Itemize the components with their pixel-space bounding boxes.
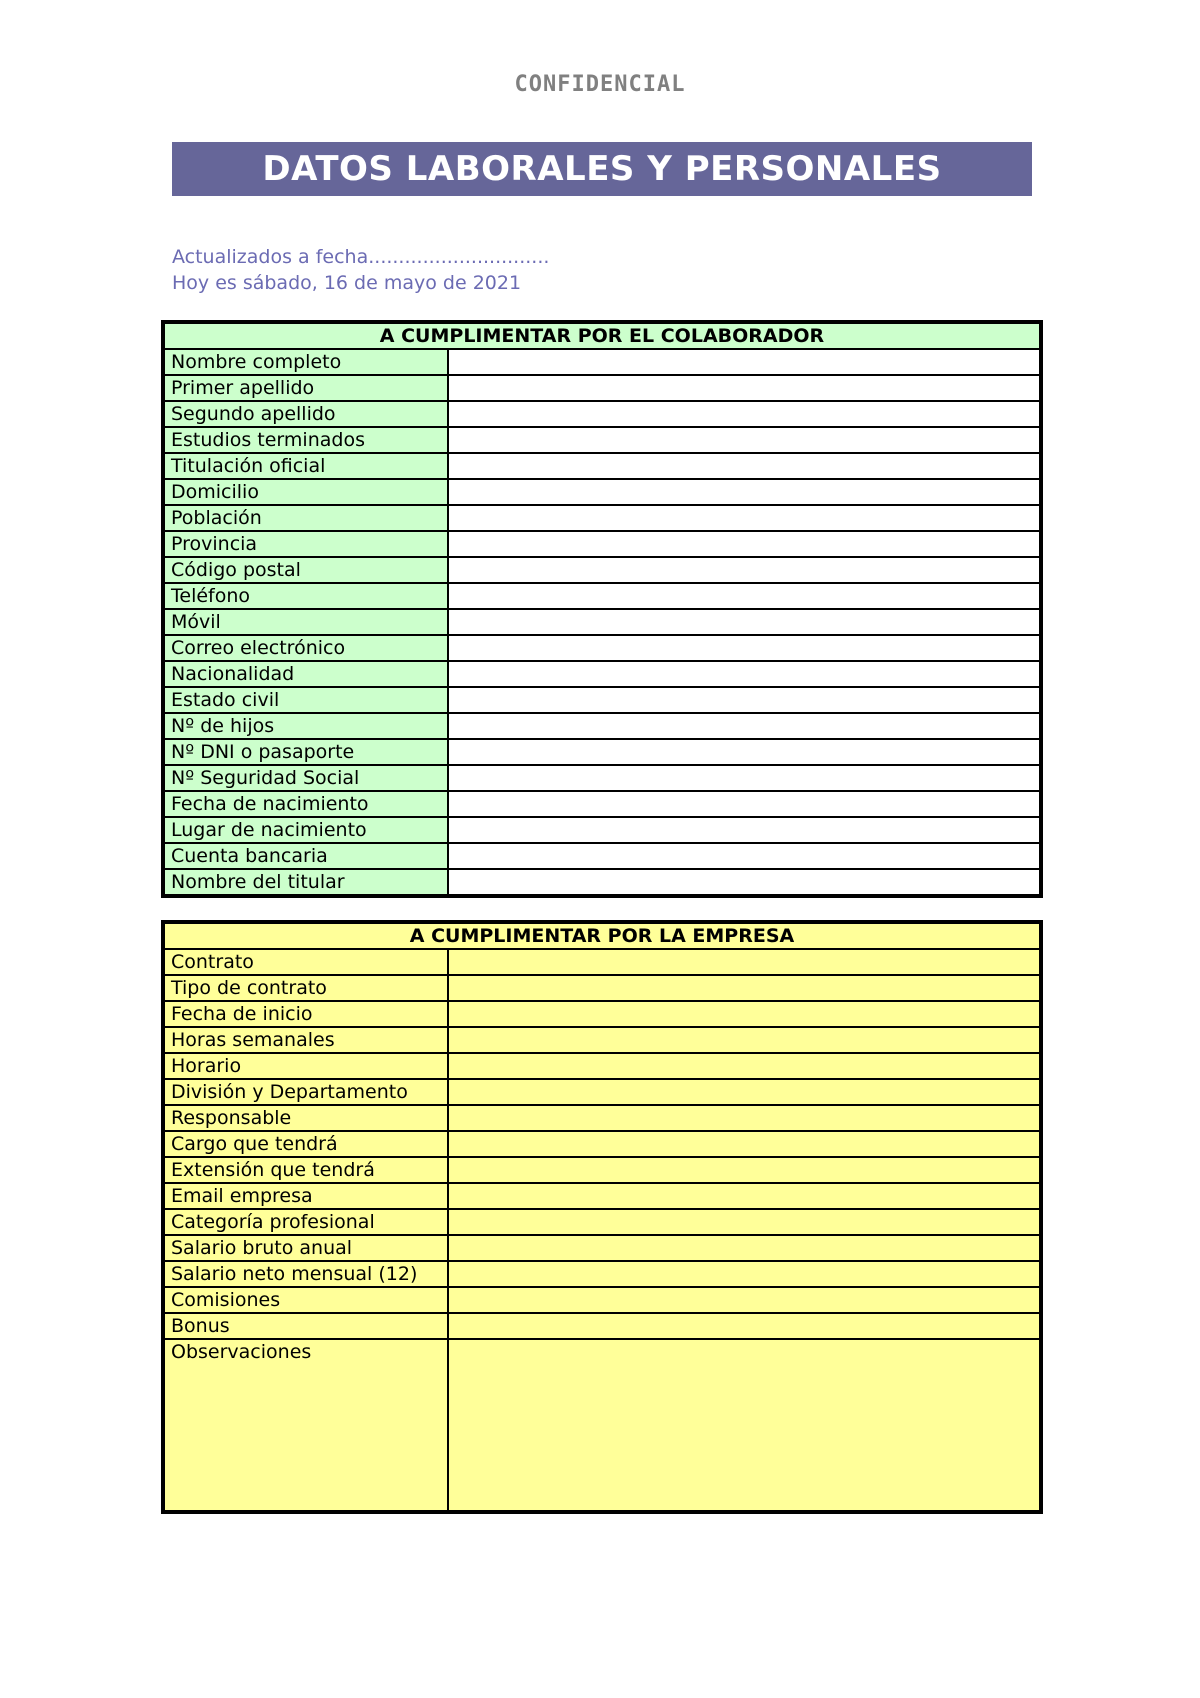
form-row: [165, 1314, 1039, 1340]
field-value-cell[interactable]: [449, 1158, 1039, 1182]
field-value-cell[interactable]: [449, 584, 1039, 608]
field-value-cell[interactable]: [449, 740, 1039, 764]
form-row: [165, 1236, 1039, 1262]
field-value-cell[interactable]: [449, 792, 1039, 816]
field-label: Provincia: [165, 532, 449, 556]
form-row: [165, 976, 1039, 1002]
field-value-cell[interactable]: [449, 506, 1039, 530]
field-label: Fecha de inicio: [165, 1002, 449, 1026]
field-label: Estudios terminados: [165, 428, 449, 452]
field-value-cell[interactable]: [449, 636, 1039, 660]
field-label: Horario: [165, 1054, 449, 1078]
page-title: DATOS LABORALES Y PERSONALES: [262, 149, 942, 189]
field-label: Extensión que tendrá: [165, 1158, 449, 1182]
field-value-cell[interactable]: [449, 1106, 1039, 1130]
form-row: [165, 402, 1039, 428]
field-label: Email empresa: [165, 1184, 449, 1208]
form-row: [165, 688, 1039, 714]
form-row: [165, 1184, 1039, 1210]
field-value-cell[interactable]: [449, 1132, 1039, 1156]
form-row: [165, 1132, 1039, 1158]
form-row: [165, 480, 1039, 506]
field-value-cell[interactable]: [449, 480, 1039, 504]
field-label: Tipo de contrato: [165, 976, 449, 1000]
field-label: Nº DNI o pasaporte: [165, 740, 449, 764]
field-value-cell[interactable]: [449, 454, 1039, 478]
field-label: Segundo apellido: [165, 402, 449, 426]
field-label: Responsable: [165, 1106, 449, 1130]
form-row: [165, 1106, 1039, 1132]
field-label: Bonus: [165, 1314, 449, 1338]
field-label: Horas semanales: [165, 1028, 449, 1052]
form-row: [165, 1210, 1039, 1236]
field-label: Nombre del titular: [165, 870, 449, 894]
field-value-cell[interactable]: [449, 1288, 1039, 1312]
field-value-cell[interactable]: [449, 766, 1039, 790]
form-row: [165, 428, 1039, 454]
form-row: [165, 1288, 1039, 1314]
field-label: Cuenta bancaria: [165, 844, 449, 868]
field-value-cell[interactable]: [449, 558, 1039, 582]
form-row: [165, 558, 1039, 584]
field-label: Contrato: [165, 950, 449, 974]
form-row: [165, 506, 1039, 532]
form-row: [165, 532, 1039, 558]
field-value-cell[interactable]: [449, 1002, 1039, 1026]
form-row: [165, 1262, 1039, 1288]
field-value-cell[interactable]: [449, 376, 1039, 400]
field-label: Comisiones: [165, 1288, 449, 1312]
field-label: Teléfono: [165, 584, 449, 608]
field-value-cell[interactable]: [449, 1080, 1039, 1104]
field-value-cell[interactable]: [449, 714, 1039, 738]
company-section-heading: A CUMPLIMENTAR POR LA EMPRESA: [165, 924, 1039, 950]
field-label: Observaciones: [165, 1340, 449, 1510]
form-row: [165, 1340, 1039, 1510]
form-row: [165, 662, 1039, 688]
field-label: Nº de hijos: [165, 714, 449, 738]
form-row: [165, 792, 1039, 818]
title-banner: [172, 142, 1032, 196]
field-value-cell[interactable]: [449, 1236, 1039, 1260]
field-value-cell[interactable]: [449, 1028, 1039, 1052]
field-label: Fecha de nacimiento: [165, 792, 449, 816]
form-row: [165, 1002, 1039, 1028]
field-value-cell[interactable]: [449, 1184, 1039, 1208]
field-value-cell[interactable]: [449, 662, 1039, 686]
form-row: [165, 844, 1039, 870]
form-row: [165, 584, 1039, 610]
form-row: [165, 766, 1039, 792]
field-value-cell[interactable]: [449, 688, 1039, 712]
field-value-cell[interactable]: [449, 818, 1039, 842]
form-row: [165, 1028, 1039, 1054]
company-section-table: [161, 920, 1043, 1514]
employee-rows: [165, 350, 1039, 894]
form-row: [165, 950, 1039, 976]
field-label: Nacionalidad: [165, 662, 449, 686]
form-row: [165, 714, 1039, 740]
field-value-cell[interactable]: [449, 1340, 1039, 1510]
form-row: [165, 1080, 1039, 1106]
field-label: Categoría profesional: [165, 1210, 449, 1234]
field-label: Nombre completo: [165, 350, 449, 374]
field-label: Domicilio: [165, 480, 449, 504]
form-row: [165, 636, 1039, 662]
employee-section-heading: A CUMPLIMENTAR POR EL COLABORADOR: [165, 324, 1039, 350]
field-label: Correo electrónico: [165, 636, 449, 660]
field-label: Código postal: [165, 558, 449, 582]
form-row: [165, 818, 1039, 844]
field-value-cell[interactable]: [449, 844, 1039, 868]
form-row: [165, 454, 1039, 480]
field-label: Cargo que tendrá: [165, 1132, 449, 1156]
field-value-cell[interactable]: [449, 870, 1039, 894]
field-value-cell[interactable]: [449, 1054, 1039, 1078]
field-label: Móvil: [165, 610, 449, 634]
form-row: [165, 610, 1039, 636]
field-label: Titulación oficial: [165, 454, 449, 478]
field-label: Salario neto mensual (12): [165, 1262, 449, 1286]
field-value-cell[interactable]: [449, 1314, 1039, 1338]
field-value-cell[interactable]: [449, 950, 1039, 974]
company-rows: [165, 950, 1039, 1510]
form-row: [165, 1158, 1039, 1184]
form-row: [165, 1054, 1039, 1080]
field-value-cell[interactable]: [449, 402, 1039, 426]
field-label: Salario bruto anual: [165, 1236, 449, 1260]
form-row: [165, 870, 1039, 894]
form-row: [165, 376, 1039, 402]
field-value-cell[interactable]: [449, 350, 1039, 374]
form-row: [165, 740, 1039, 766]
field-value-cell[interactable]: [449, 1262, 1039, 1286]
field-label: Primer apellido: [165, 376, 449, 400]
updated-date-line: Actualizados a fecha..............................: [172, 246, 550, 268]
field-label: Estado civil: [165, 688, 449, 712]
field-value-cell[interactable]: [449, 976, 1039, 1000]
field-label: Nº Seguridad Social: [165, 766, 449, 790]
field-label: División y Departamento: [165, 1080, 449, 1104]
field-value-cell[interactable]: [449, 532, 1039, 556]
field-value-cell[interactable]: [449, 1210, 1039, 1234]
field-value-cell[interactable]: [449, 610, 1039, 634]
field-label: Lugar de nacimiento: [165, 818, 449, 842]
form-row: [165, 350, 1039, 376]
field-value-cell[interactable]: [449, 428, 1039, 452]
date-block: [172, 244, 549, 296]
employee-section-table: [161, 320, 1043, 898]
field-label: Población: [165, 506, 449, 530]
today-date-line: Hoy es sábado, 16 de mayo de 2021: [172, 272, 522, 294]
confidential-label: CONFIDENCIAL: [514, 72, 686, 97]
